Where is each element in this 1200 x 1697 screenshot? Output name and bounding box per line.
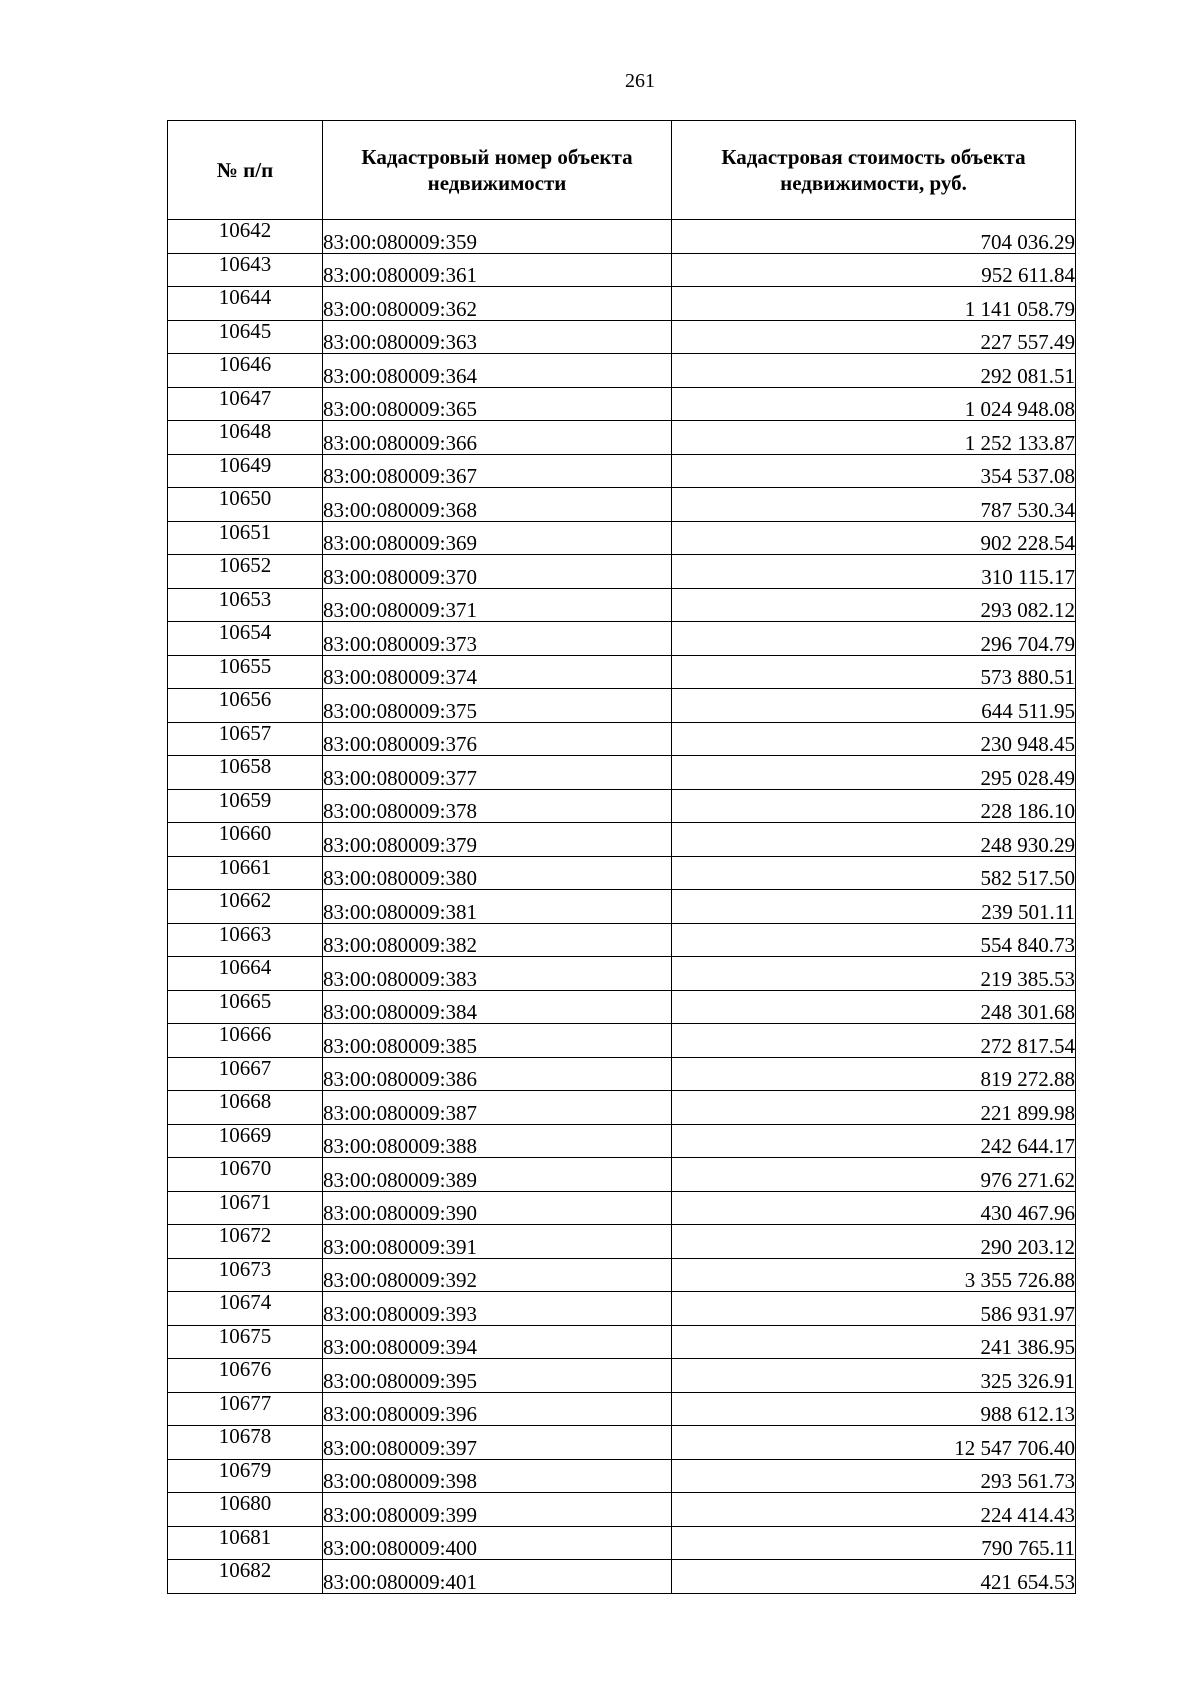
cadastral-number-cell: 83:00:080009:391 bbox=[323, 1225, 672, 1259]
row-number-cell: 10646 bbox=[168, 354, 323, 388]
table-row bbox=[168, 923, 1076, 957]
cadastral-number-cell: 83:00:080009:378 bbox=[323, 789, 672, 823]
row-number-cell: 10680 bbox=[168, 1493, 323, 1527]
table-row bbox=[168, 756, 1076, 790]
cadastral-number-cell: 83:00:080009:399 bbox=[323, 1493, 672, 1527]
cadastral-number-cell: 83:00:080009:370 bbox=[323, 555, 672, 589]
row-number-cell: 10665 bbox=[168, 990, 323, 1024]
row-number-cell: 10660 bbox=[168, 823, 323, 857]
cadastral-number-cell: 83:00:080009:361 bbox=[323, 253, 672, 287]
cadastral-number-cell: 83:00:080009:400 bbox=[323, 1526, 672, 1560]
table-row bbox=[168, 823, 1076, 857]
cadastral-number-cell: 83:00:080009:394 bbox=[323, 1325, 672, 1359]
cadastral-number-cell: 83:00:080009:384 bbox=[323, 990, 672, 1024]
table-row bbox=[168, 1392, 1076, 1426]
row-number-cell: 10653 bbox=[168, 588, 323, 622]
row-number-cell: 10670 bbox=[168, 1158, 323, 1192]
cadastral-value-cell: 3 355 726.88 bbox=[672, 1258, 1076, 1292]
table-row bbox=[168, 1526, 1076, 1560]
cadastral-value-cell: 582 517.50 bbox=[672, 856, 1076, 890]
cadastral-number-cell: 83:00:080009:392 bbox=[323, 1258, 672, 1292]
row-number-cell: 10664 bbox=[168, 957, 323, 991]
table-row bbox=[168, 722, 1076, 756]
cadastral-value-cell: 293 082.12 bbox=[672, 588, 1076, 622]
table-row bbox=[168, 1024, 1076, 1058]
cadastral-number-cell: 83:00:080009:401 bbox=[323, 1560, 672, 1594]
row-number-cell: 10681 bbox=[168, 1526, 323, 1560]
table-row bbox=[168, 1292, 1076, 1326]
row-number-cell: 10679 bbox=[168, 1459, 323, 1493]
table-row bbox=[168, 387, 1076, 421]
table-row bbox=[168, 957, 1076, 991]
row-number-cell: 10651 bbox=[168, 521, 323, 555]
cadastral-number-cell: 83:00:080009:381 bbox=[323, 890, 672, 924]
row-number-cell: 10654 bbox=[168, 622, 323, 656]
row-number-cell: 10671 bbox=[168, 1191, 323, 1225]
row-number-cell: 10644 bbox=[168, 287, 323, 321]
cadastral-number-cell: 83:00:080009:386 bbox=[323, 1057, 672, 1091]
cadastral-value-cell: 586 931.97 bbox=[672, 1292, 1076, 1326]
row-number-cell: 10648 bbox=[168, 421, 323, 455]
cadastral-value-cell: 221 899.98 bbox=[672, 1091, 1076, 1125]
row-number-cell: 10650 bbox=[168, 488, 323, 522]
row-number-cell: 10657 bbox=[168, 722, 323, 756]
row-number-cell: 10652 bbox=[168, 555, 323, 589]
row-number-cell: 10643 bbox=[168, 253, 323, 287]
row-number-cell: 10672 bbox=[168, 1225, 323, 1259]
cadastral-number-cell: 83:00:080009:371 bbox=[323, 588, 672, 622]
table-row bbox=[168, 689, 1076, 723]
cadastral-number-cell: 83:00:080009:362 bbox=[323, 287, 672, 321]
cadastral-value-cell: 239 501.11 bbox=[672, 890, 1076, 924]
table-row bbox=[168, 220, 1076, 254]
table-row bbox=[168, 990, 1076, 1024]
row-number-cell: 10661 bbox=[168, 856, 323, 890]
row-number-cell: 10668 bbox=[168, 1091, 323, 1125]
cadastral-value-cell: 976 271.62 bbox=[672, 1158, 1076, 1192]
cadastral-value-cell: 12 547 706.40 bbox=[672, 1426, 1076, 1460]
row-number-cell: 10645 bbox=[168, 320, 323, 354]
cadastral-number-cell: 83:00:080009:385 bbox=[323, 1024, 672, 1058]
cadastral-number-cell: 83:00:080009:377 bbox=[323, 756, 672, 790]
table-row bbox=[168, 354, 1076, 388]
table-row bbox=[168, 655, 1076, 689]
row-number-cell: 10678 bbox=[168, 1426, 323, 1460]
cadastral-value-cell: 902 228.54 bbox=[672, 521, 1076, 555]
cadastral-number-cell: 83:00:080009:376 bbox=[323, 722, 672, 756]
cadastral-value-cell: 952 611.84 bbox=[672, 253, 1076, 287]
cadastral-value-cell: 988 612.13 bbox=[672, 1392, 1076, 1426]
cadastral-number-cell: 83:00:080009:393 bbox=[323, 1292, 672, 1326]
cadastral-number-cell: 83:00:080009:398 bbox=[323, 1459, 672, 1493]
cadastral-number-cell: 83:00:080009:366 bbox=[323, 421, 672, 455]
table-row bbox=[168, 521, 1076, 555]
table-row bbox=[168, 1191, 1076, 1225]
table-row bbox=[168, 1258, 1076, 1292]
table-row bbox=[168, 789, 1076, 823]
table-header-row bbox=[168, 121, 1076, 220]
row-number-cell: 10667 bbox=[168, 1057, 323, 1091]
cadastral-number-cell: 83:00:080009:382 bbox=[323, 923, 672, 957]
row-number-cell: 10677 bbox=[168, 1392, 323, 1426]
cadastral-value-cell: 242 644.17 bbox=[672, 1124, 1076, 1158]
cadastral-value-cell: 573 880.51 bbox=[672, 655, 1076, 689]
row-number-cell: 10675 bbox=[168, 1325, 323, 1359]
row-number-cell: 10674 bbox=[168, 1292, 323, 1326]
cadastral-value-cell: 248 930.29 bbox=[672, 823, 1076, 857]
cadastral-value-cell: 1 141 058.79 bbox=[672, 287, 1076, 321]
row-number-cell: 10663 bbox=[168, 923, 323, 957]
cadastral-number-cell: 83:00:080009:395 bbox=[323, 1359, 672, 1393]
cadastral-value-table bbox=[167, 120, 1076, 1594]
cadastral-value-cell: 787 530.34 bbox=[672, 488, 1076, 522]
row-number-cell: 10647 bbox=[168, 387, 323, 421]
table-row bbox=[168, 1124, 1076, 1158]
cadastral-number-cell: 83:00:080009:389 bbox=[323, 1158, 672, 1192]
cadastral-value-cell: 224 414.43 bbox=[672, 1493, 1076, 1527]
cadastral-value-cell: 272 817.54 bbox=[672, 1024, 1076, 1058]
table-row bbox=[168, 1158, 1076, 1192]
cadastral-number-cell: 83:00:080009:369 bbox=[323, 521, 672, 555]
cadastral-value-cell: 227 557.49 bbox=[672, 320, 1076, 354]
cadastral-value-cell: 292 081.51 bbox=[672, 354, 1076, 388]
table-row bbox=[168, 421, 1076, 455]
row-number-cell: 10659 bbox=[168, 789, 323, 823]
cadastral-value-cell: 1 024 948.08 bbox=[672, 387, 1076, 421]
table-row bbox=[168, 1091, 1076, 1125]
table-row bbox=[168, 890, 1076, 924]
cadastral-value-cell: 325 326.91 bbox=[672, 1359, 1076, 1393]
table-row bbox=[168, 856, 1076, 890]
cadastral-value-cell: 248 301.68 bbox=[672, 990, 1076, 1024]
cadastral-value-cell: 290 203.12 bbox=[672, 1225, 1076, 1259]
cadastral-number-cell: 83:00:080009:364 bbox=[323, 354, 672, 388]
table-row bbox=[168, 1493, 1076, 1527]
cadastral-value-cell: 421 654.53 bbox=[672, 1560, 1076, 1594]
cadastral-value-cell: 219 385.53 bbox=[672, 957, 1076, 991]
cadastral-number-cell: 83:00:080009:397 bbox=[323, 1426, 672, 1460]
row-number-cell: 10642 bbox=[168, 220, 323, 254]
cadastral-value-cell: 354 537.08 bbox=[672, 454, 1076, 488]
table-row bbox=[168, 488, 1076, 522]
row-number-cell: 10673 bbox=[168, 1258, 323, 1292]
row-number-cell: 10666 bbox=[168, 1024, 323, 1058]
cadastral-value-cell: 241 386.95 bbox=[672, 1325, 1076, 1359]
table-row bbox=[168, 1426, 1076, 1460]
cadastral-number-cell: 83:00:080009:380 bbox=[323, 856, 672, 890]
table-row bbox=[168, 253, 1076, 287]
row-number-cell: 10656 bbox=[168, 689, 323, 723]
row-number-cell: 10669 bbox=[168, 1124, 323, 1158]
table-row bbox=[168, 622, 1076, 656]
cadastral-number-cell: 83:00:080009:390 bbox=[323, 1191, 672, 1225]
cadastral-number-cell: 83:00:080009:388 bbox=[323, 1124, 672, 1158]
table-row bbox=[168, 555, 1076, 589]
cadastral-value-cell: 644 511.95 bbox=[672, 689, 1076, 723]
table-row bbox=[168, 1325, 1076, 1359]
table-row bbox=[168, 1560, 1076, 1594]
cadastral-value-cell: 430 467.96 bbox=[672, 1191, 1076, 1225]
row-number-cell: 10682 bbox=[168, 1560, 323, 1594]
cadastral-value-cell: 230 948.45 bbox=[672, 722, 1076, 756]
row-number-cell: 10676 bbox=[168, 1359, 323, 1393]
cadastral-value-cell: 704 036.29 bbox=[672, 220, 1076, 254]
cadastral-number-cell: 83:00:080009:363 bbox=[323, 320, 672, 354]
cadastral-value-cell: 819 272.88 bbox=[672, 1057, 1076, 1091]
cadastral-number-cell: 83:00:080009:375 bbox=[323, 689, 672, 723]
table-row bbox=[168, 1459, 1076, 1493]
cadastral-value-cell: 1 252 133.87 bbox=[672, 421, 1076, 455]
cadastral-number-cell: 83:00:080009:365 bbox=[323, 387, 672, 421]
table-row bbox=[168, 1057, 1076, 1091]
cadastral-number-cell: 83:00:080009:379 bbox=[323, 823, 672, 857]
cadastral-value-cell: 296 704.79 bbox=[672, 622, 1076, 656]
cadastral-value-cell: 310 115.17 bbox=[672, 555, 1076, 589]
cadastral-number-cell: 83:00:080009:374 bbox=[323, 655, 672, 689]
cadastral-value-cell: 554 840.73 bbox=[672, 923, 1076, 957]
cadastral-number-cell: 83:00:080009:373 bbox=[323, 622, 672, 656]
cadastral-number-cell: 83:00:080009:396 bbox=[323, 1392, 672, 1426]
cadastral-value-cell: 293 561.73 bbox=[672, 1459, 1076, 1493]
cadastral-number-cell: 83:00:080009:368 bbox=[323, 488, 672, 522]
cadastral-number-cell: 83:00:080009:359 bbox=[323, 220, 672, 254]
cadastral-number-cell: 83:00:080009:367 bbox=[323, 454, 672, 488]
table-row bbox=[168, 454, 1076, 488]
cadastral-value-cell: 228 186.10 bbox=[672, 789, 1076, 823]
cadastral-value-cell: 790 765.11 bbox=[672, 1526, 1076, 1560]
row-number-cell: 10662 bbox=[168, 890, 323, 924]
header-row-number: № п/п bbox=[168, 121, 323, 220]
table-row bbox=[168, 320, 1076, 354]
cadastral-number-cell: 83:00:080009:387 bbox=[323, 1091, 672, 1125]
cadastral-value-cell: 295 028.49 bbox=[672, 756, 1076, 790]
table-body bbox=[168, 220, 1076, 1594]
header-cadastral-value: Кадастровая стоимость объекта недвижимости, руб. bbox=[672, 121, 1076, 220]
table-row bbox=[168, 287, 1076, 321]
row-number-cell: 10649 bbox=[168, 454, 323, 488]
row-number-cell: 10655 bbox=[168, 655, 323, 689]
table-row bbox=[168, 1359, 1076, 1393]
page-number: 261 bbox=[625, 70, 655, 92]
table-row bbox=[168, 1225, 1076, 1259]
row-number-cell: 10658 bbox=[168, 756, 323, 790]
table-row bbox=[168, 588, 1076, 622]
header-cadastral-number: Кадастровый номер объекта недвижимости bbox=[323, 121, 672, 220]
cadastral-number-cell: 83:00:080009:383 bbox=[323, 957, 672, 991]
